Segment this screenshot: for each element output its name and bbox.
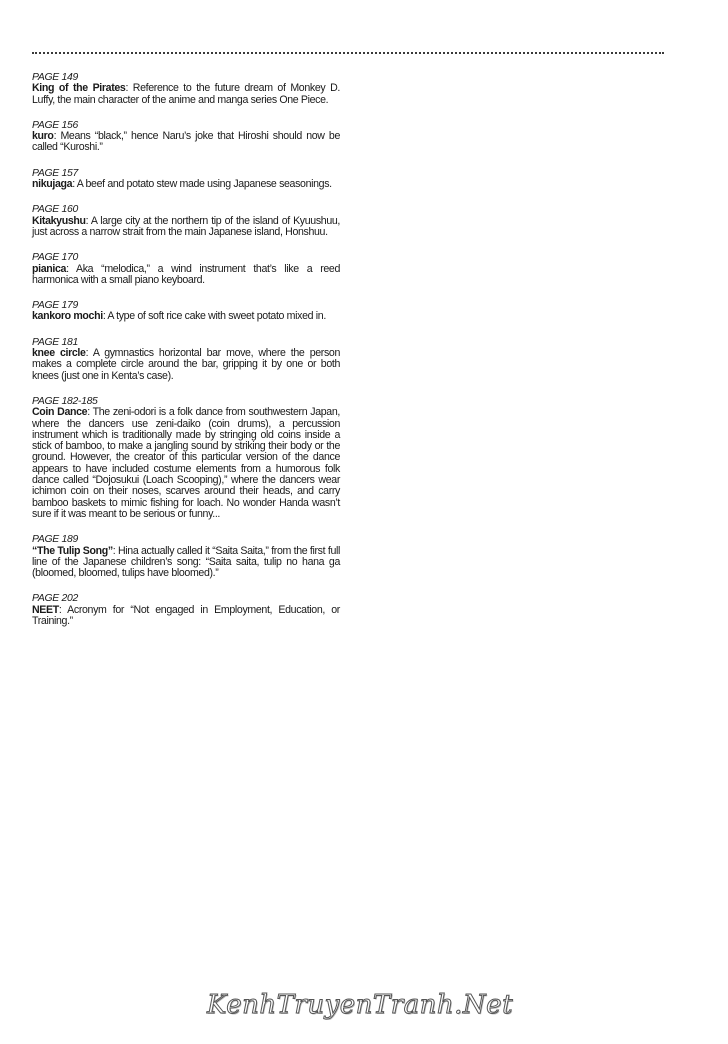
- note-definition: : The zeni-odori is a folk dance from southwestern Japan, where the dancers use zeni-daiko (coin drums), a percussion instrument which is traditionally made by stringing old coins inside a stick of bamboo, to make a jangling sound by striking their body or the ground. However, the creator of this particular version of the dance appears to have included costume elements from a humorous folk dance called “Dojosukui (Loach Scooping),” where the dancers wear ichimon coin on their noses, scarves around their heads, and carry bamboo baskets to mimic fishing for loach. No wonder Handa wasn’t sure if it was meant to be serious or funny...: [32, 406, 340, 520]
- note-page-ref: PAGE 202: [32, 593, 78, 605]
- note-definition: : A gymnastics horizontal bar move, where the person makes a complete circle around the bar, gripping it by one or both knees (just one in Kenta’s case).: [32, 347, 340, 382]
- note-item: [32, 252, 340, 286]
- note-item: [32, 168, 340, 191]
- note-term: NEET: [32, 603, 59, 616]
- note-item: [32, 204, 340, 238]
- note-page-ref: PAGE 160: [32, 204, 78, 216]
- watermark-logo: KenhTruyenTranh.Net: [206, 990, 514, 1020]
- note-page-ref: PAGE 170: [32, 252, 78, 264]
- translation-notes-list: [32, 72, 340, 641]
- note-page-ref: PAGE 157: [32, 167, 78, 179]
- note-page-ref: PAGE 156: [32, 119, 78, 131]
- note-page-ref: PAGE 149: [32, 72, 78, 83]
- note-definition: : Aka “melodica,” a wind instrument that’s like a reed harmonica with a small piano keyboard.: [32, 262, 340, 286]
- note-definition: : A beef and potato stew made using Japanese seasonings.: [72, 178, 332, 191]
- note-term: kuro: [32, 130, 54, 143]
- note-item: [32, 534, 340, 579]
- note-page-ref: PAGE 182-185: [32, 395, 98, 407]
- note-definition: : Reference to the future dream of Monkey D. Luffy, the main character of the anime and manga series One Piece.: [32, 82, 340, 106]
- note-definition: : Hina actually called it “Saita Saita,” from the first full line of the Japanese children’s song: “Saita saita, tulip no hana ga (bloomed, bloomed, tulips have bloomed).”: [32, 544, 340, 580]
- note-definition: : Means “black,” hence Naru’s joke that Hiroshi should now be called “Kuroshi.”: [32, 130, 340, 154]
- note-term: Kitakyushu: [32, 214, 86, 227]
- note-definition: : A large city at the northern tip of the island of Kyuushuu, just across a narrow strait from the main Japanese island, Honshuu.: [32, 214, 340, 238]
- note-term: nikujaga: [32, 178, 73, 191]
- note-item: [32, 593, 340, 627]
- note-term: kankoro mochi: [32, 310, 103, 323]
- note-item: [32, 300, 340, 323]
- note-definition: : A type of soft rice cake with sweet potato mixed in.: [102, 310, 326, 323]
- note-page-ref: PAGE 189: [32, 534, 78, 546]
- note-term: King of the Pirates: [32, 82, 126, 95]
- note-term: “The Tulip Song”: [32, 544, 113, 557]
- note-term: pianica: [32, 262, 67, 275]
- note-term: Coin Dance: [32, 406, 88, 419]
- note-item: [32, 72, 340, 106]
- note-page-ref: PAGE 179: [32, 300, 78, 312]
- note-term: knee circle: [32, 347, 86, 360]
- note-item: [32, 120, 340, 154]
- note-item: [32, 337, 340, 382]
- note-item: [32, 396, 340, 520]
- note-definition: : Acronym for “Not engaged in Employment, Education, or Training.”: [32, 603, 340, 627]
- dotted-divider: [32, 52, 664, 54]
- note-page-ref: PAGE 181: [32, 336, 78, 348]
